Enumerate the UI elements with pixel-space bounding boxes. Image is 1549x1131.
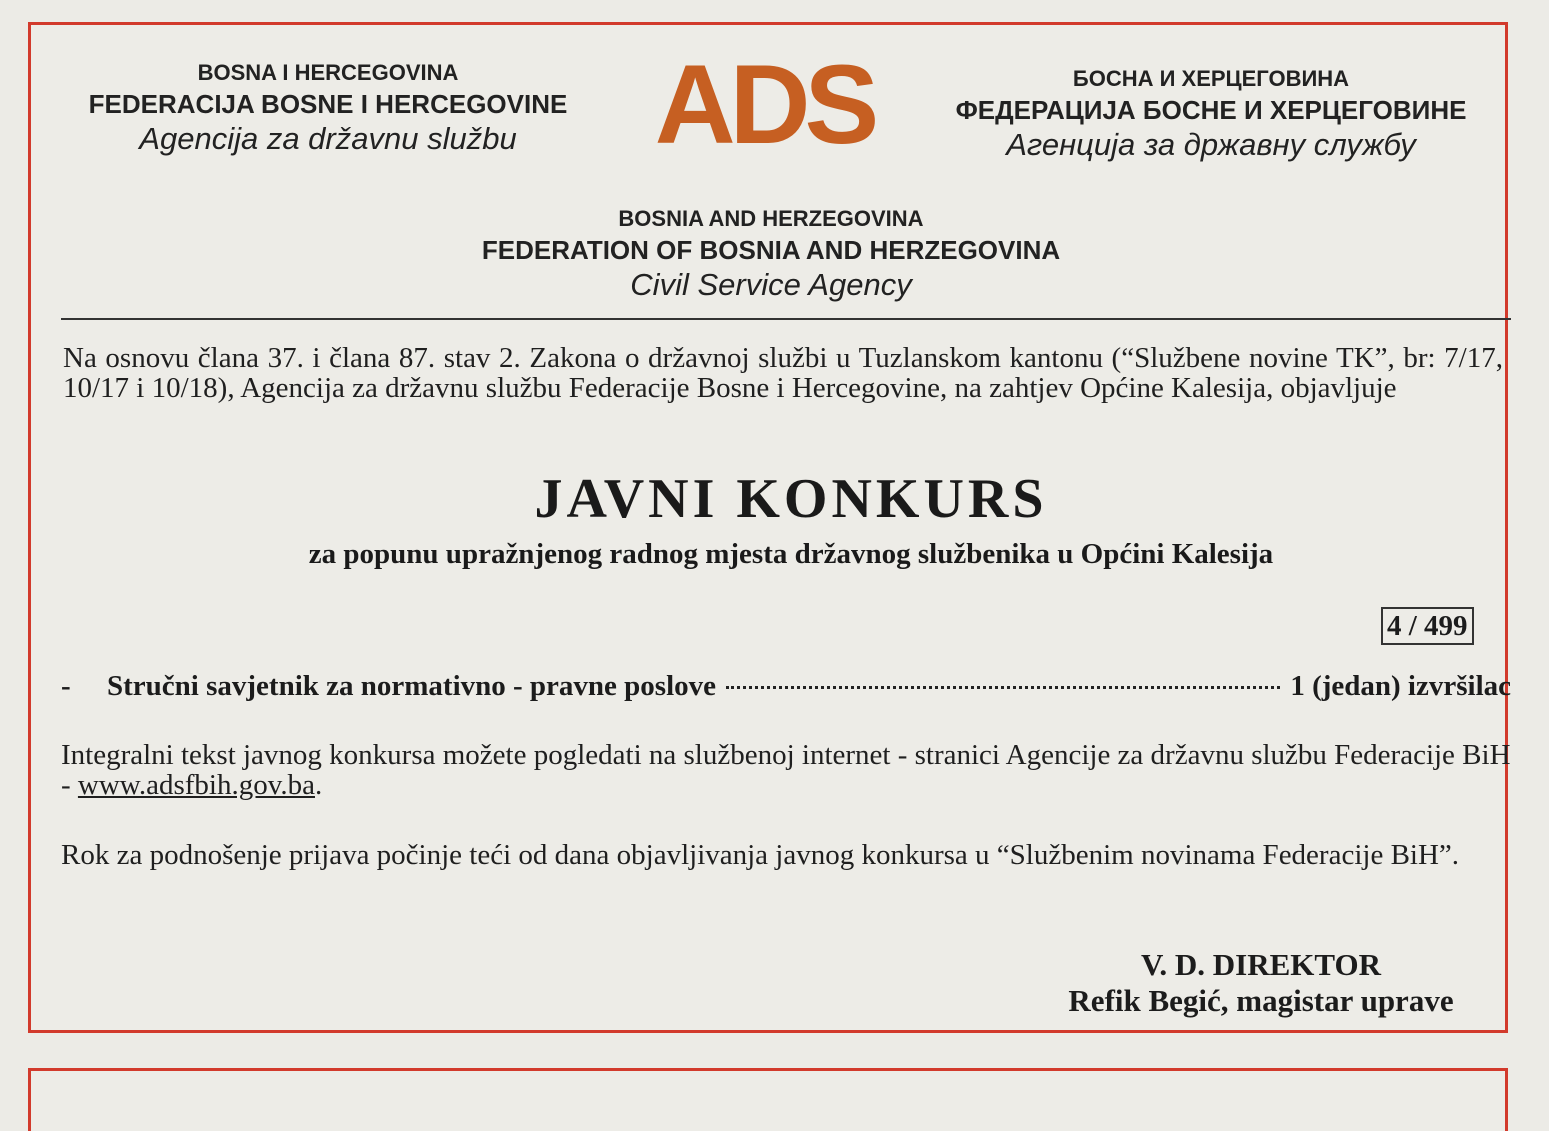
header-right-cyrillic: [911, 65, 1511, 163]
next-announcement-frame: [28, 1068, 1508, 1131]
federation-name-latin: FEDERACIJA BOSNE I HERCEGOVINE: [88, 89, 568, 119]
position-count: 1 (jedan) izvršilac: [1290, 670, 1511, 702]
header-divider: [61, 318, 1511, 320]
agency-name-cyrillic: Агенција за државну службу: [1006, 127, 1416, 162]
ads-logo: ADS: [654, 42, 874, 167]
dot-leader: [726, 686, 1280, 689]
signatory-title: V. D. DIREKTOR: [1140, 947, 1382, 982]
header-center-english: [391, 205, 1151, 303]
federation-name-cyrillic: ФЕДЕРАЦИЈА БОСНЕ И ХЕРЦЕГОВИНЕ: [955, 95, 1467, 125]
intro-paragraph: Na osnovu člana 37. i člana 87. stav 2. Zakona o državnoj službi u Tuzlanskom kantonu (“Službene novine TK”, br: 7/17, 10/17 i 10/18), Agencija za državnu službu Federacije Bosne i Hercegovine, na zahtjev Općine Kalesija, objavljuje: [63, 342, 1503, 404]
agency-name-latin: Agencija za državnu službu: [139, 121, 517, 156]
header-left-latin: [63, 59, 593, 157]
signature-block: [1031, 947, 1491, 1019]
reference-number-badge: 4 / 499: [1381, 607, 1474, 645]
position-bullet: -: [61, 670, 71, 702]
full-text-sentence: Integralni tekst javnog konkursa možete pogledati na službenoj internet - stranici Agencije za državnu službu Federacije BiH -: [61, 739, 1511, 801]
agency-website-link[interactable]: www.adsfbih.gov.ba: [77, 769, 315, 801]
document-title: JAVNI KONKURS: [534, 468, 1048, 530]
full-text-paragraph: [61, 740, 1511, 800]
agency-name-english: Civil Service Agency: [630, 267, 912, 302]
document-subtitle: za popunu upražnjenog radnog mjesta državnog službenika u Općini Kalesija: [308, 538, 1274, 570]
position-name: Stručni savjetnik za normativno - pravne poslove: [107, 670, 716, 702]
federation-name-english: FEDERATION OF BOSNIA AND HERZEGOVINA: [481, 235, 1061, 265]
job-position-row: [61, 670, 1511, 703]
country-name-english: BOSNIA AND HERZEGOVINA: [618, 206, 924, 231]
signatory-name: Refik Begić, magistar uprave: [1068, 983, 1454, 1018]
country-name-cyrillic: БОСНА И ХЕРЦЕГОВИНА: [1072, 66, 1350, 91]
full-text-period: .: [314, 769, 323, 801]
deadline-paragraph: Rok za podnošenje prijava počinje teći od dana objavljivanja javnog konkursa u “Službenim novinama Federacije BiH”.: [61, 839, 1460, 871]
country-name-latin: BOSNA I HERCEGOVINA: [197, 60, 459, 85]
announcement-frame: [28, 22, 1511, 1033]
